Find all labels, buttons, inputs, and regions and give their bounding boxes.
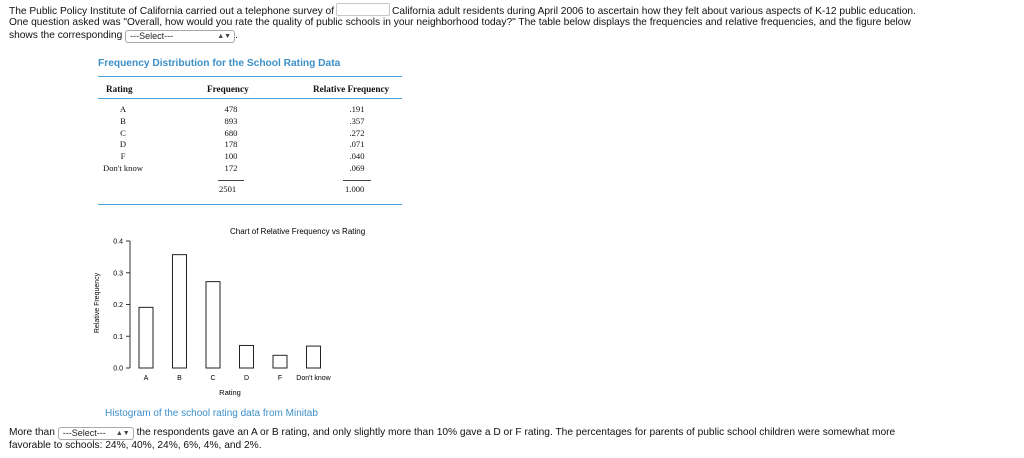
header-frequency: Frequency [207,84,249,94]
frequency-total-line [218,180,244,181]
relative-frequency-cell: .040 [349,151,365,162]
intro-text-1a: The Public Policy Institute of California carried out a telephone survey of [9,6,335,17]
y-tick-label: 0.3 [113,270,123,278]
intro-text-1b: California adult residents during April 2006 to ascertain how they felt about various aspects of K-12 public education. [392,6,916,17]
y-tick-label: 0.4 [113,238,123,246]
relative-frequency-cell: .357 [349,115,365,126]
rating-cell: D [119,139,127,150]
figure-caption: Histogram of the school rating data from Minitab [105,408,318,419]
relative-frequency-cell: .071 [349,139,365,150]
x-tick-label: A [143,375,149,382]
chart-y-label: Relative Frequency [94,272,101,334]
frequency-cell: 100 [224,151,238,162]
survey-count-input[interactable] [336,3,390,16]
bottom-text-b: the respondents gave an A or B rating, and only slightly more than 10% gave a D or F rating. The percentages for parents of public school children were somewhat more [136,427,896,438]
select-arrows-icon: ▲▼ [217,33,232,40]
relative-frequency-cell: .069 [349,162,365,173]
table-header-rule [98,98,402,99]
chart-x-ticks [144,375,332,382]
y-tick-label: 0.1 [113,333,123,341]
table-bottom-rule [98,204,402,205]
chart-x-label: Rating [219,388,241,397]
frequency-cell: 172 [224,162,238,173]
x-tick-label: F [277,375,283,382]
table-top-rule [98,76,402,77]
intro-text-3b: . [235,30,238,41]
intro-line-3 [9,29,238,43]
bottom-text-a: More than [9,427,55,438]
frequency-column [216,104,246,175]
rating-cell: C [120,127,126,138]
bottom-line-2: favorable to schools: 24%, 40%, 24%, 6%, 4%, and 2%. [9,440,262,451]
display-type-select-value: ---Select--- [130,31,174,41]
chart-bars [139,255,321,368]
header-rating: Rating [106,84,133,94]
rating-column [98,104,148,175]
x-tick-label: D [243,375,250,382]
header-relative-frequency: Relative Frequency [313,84,390,94]
bar-d [240,345,254,368]
rating-cell: A [119,104,127,114]
chart-title: Chart of Relative Frequency vs Rating [230,227,366,236]
frequency-total: 2501 [219,184,237,194]
frequency-cell: 680 [224,127,238,138]
x-tick-label: Don't know [296,375,331,382]
relative-total: 1.000 [345,184,365,194]
bar-b [173,255,187,368]
rating-cell: F [120,151,126,162]
frequency-cell: 478 [224,104,238,114]
select-arrows-icon: ▲▼ [115,430,130,437]
percentage-select-value: ---Select--- [62,428,106,438]
frequency-cell: 893 [224,115,238,126]
display-type-select[interactable] [125,30,235,43]
bottom-line-1 [9,426,895,440]
intro-text-3a: shows the corresponding [9,30,123,41]
bar-f [273,355,287,368]
frequency-cell: 178 [224,139,238,150]
x-tick-label: B [177,375,182,382]
rating-cell: Don't know [103,162,143,173]
table-title: Frequency Distribution for the School Rating Data [98,58,341,69]
relative-frequency-cell: .191 [349,104,365,114]
y-tick-label: 0.0 [113,365,123,373]
relative-frequency-cell: .272 [349,127,365,138]
relative-frequency-column [342,104,372,175]
relative-frequency-chart [85,220,485,410]
rating-cell: B [120,115,126,126]
bar-a [139,307,153,368]
bar-c [206,282,220,368]
chart-y-ticks [113,239,130,373]
y-tick-label: 0.2 [113,302,123,309]
x-tick-label: C [210,375,216,382]
bar-don-t-know [307,346,321,368]
relative-total-line [343,180,371,181]
intro-line-2: One question asked was "Overall, how would you rate the quality of public schools in your neighborhood today?" The table below displays the frequencies and relative frequencies, and the figure below [9,17,911,28]
